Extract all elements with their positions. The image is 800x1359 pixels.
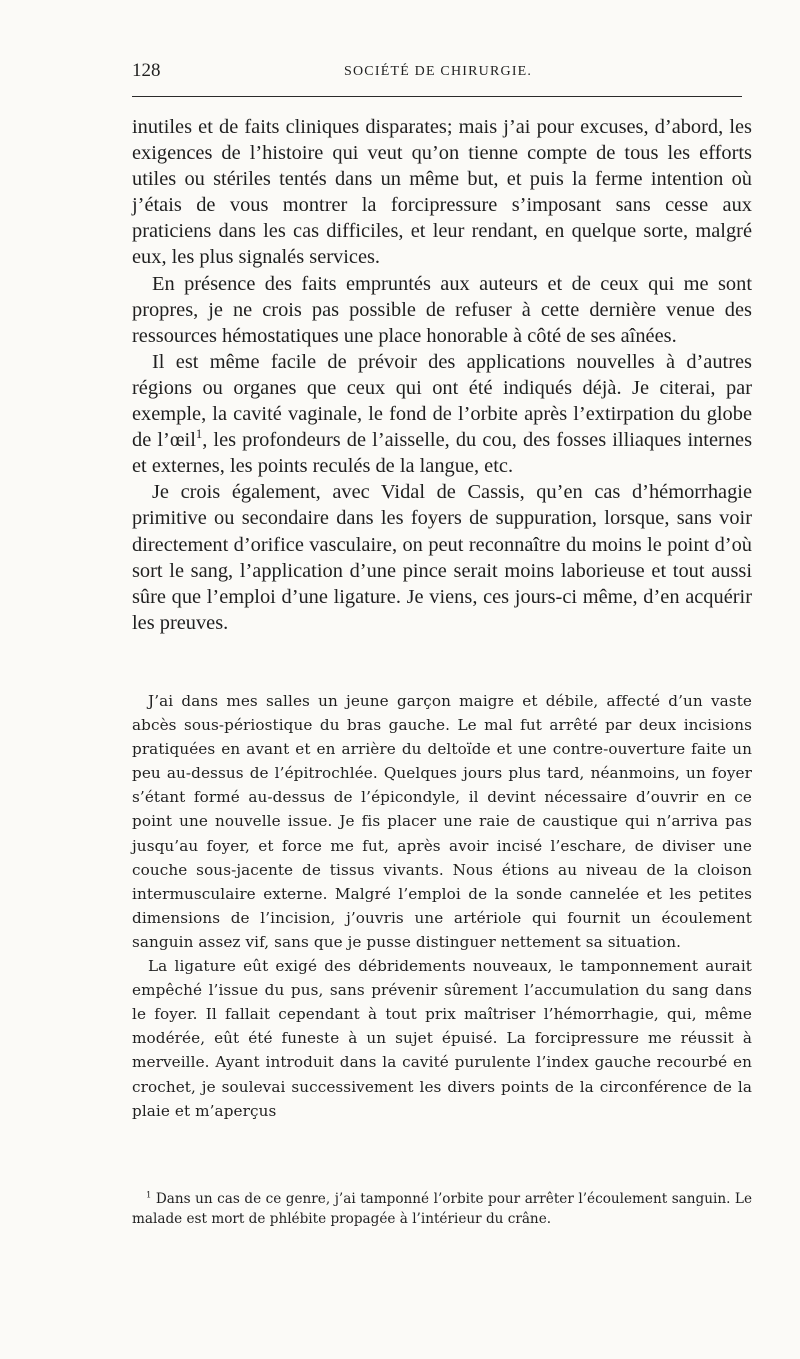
paragraph-text: , les profondeurs de l’aisselle, du cou, des fosses illiaques internes et externes, les points reculés de la langue, etc.	[132, 429, 752, 478]
footnote-text: Dans un cas de ce genre, j’ai tamponné l’orbite pour arrêter l’écoulement sanguin. Le malade est mort de phlébite propagée à l’intérieur du crâne.	[132, 1191, 752, 1227]
page-number: 128	[132, 60, 161, 81]
footnote	[132, 1189, 752, 1229]
header-rule	[132, 96, 742, 97]
case-paragraph: La ligature eût exigé des débridements nouveaux, le tamponnement aurait empêché l’issue du pus, sans prévenir sûrement l’accumulation du sang dans le foyer. Il fallait cependant à tout prix maîtriser l’hémorrhagie, qui, même modérée, eût été funeste à un sujet épuisé. La forcipressure me réussit à merveille. Ayant introduit dans la cavité purulente l’index gauche recourbé en crochet, je soulevai successivement les divers points de la circonférence de la plaie et m’aperçus	[132, 957, 752, 1120]
footnote-paragraph	[132, 1189, 752, 1229]
page-header	[132, 58, 742, 86]
paragraph: En présence des faits empruntés aux auteurs et de ceux qui me sont propres, je ne crois pas possible de refuser à cette dernière venue des ressources hémostatiques une place honorable à côté de ses aînées.	[132, 272, 752, 347]
paragraph	[132, 349, 752, 479]
case-paragraph: J’ai dans mes salles un jeune garçon maigre et débile, affecté d’un vaste abcès sous-périostique du bras gauche. Le mal fut arrêté par deux incisions pratiquées en avant et en arrière du deltoïde et une contre-ouverture faite un peu au-dessus de l’épitrochlée. Quelques jours plus tard, néanmoins, un foyer s’étant formé au-dessus de l’épicondyle, il devint nécessaire d’ouvrir en ce point une nouvelle issue. Je fis placer une raie de caustique qui n’arriva pas jusqu’au foyer, et force me fut, après avoir incisé l’eschare, de diviser une couche sous-jacente de tissus vivants. Nous étions au niveau de la cloison intermusculaire externe. Malgré l’emploi de la sonde cannelée et les petites dimensions de l’incision, j’ouvris une artériole qui fournit un écoulement sanguin assez vif, sans que je pusse distinguer nettement sa situation.	[132, 692, 752, 951]
paragraph-text: Il est même facile de prévoir des applications nouvelles à d’autres régions ou organes que ceux qui ont été indiqués déjà. Je citerai, par exemple, la cavité vaginale, le fond de l’orbite après l’extirpation du globe de l’œil	[132, 350, 752, 452]
footnote-reference[interactable]: 1	[195, 427, 203, 442]
footnote-marker: 1	[146, 1189, 152, 1200]
case-report	[132, 689, 752, 1123]
main-text	[132, 114, 752, 636]
paragraph: Je crois également, avec Vidal de Cassis, qu’en cas d’hémorrhagie primitive ou secondaire dans les foyers de suppuration, lorsque, sans voir directement d’orifice vasculaire, on peut reconnaître du moins le point d’où sort le sang, l’application d’une pince serait moins laborieuse et tout aussi sûre que l’emploi d’une ligature. Je viens, ces jours-ci même, d’en acquérir les preuves.	[132, 481, 752, 634]
paragraph: inutiles et de faits cliniques disparates; mais j’ai pour excuses, d’abord, les exigences de l’histoire qui veut qu’on tienne compte de tous les efforts utiles ou stériles tentés dans un même but, et puis la ferme intention où j’étais de vous montrer la forcipressure s’imposant sans cesse aux praticiens dans les cas difficiles, et leur rendant, en quelque sorte, malgré eux, les plus signalés services.	[132, 116, 752, 269]
running-title: SOCIÉTÉ DE CHIRURGIE.	[344, 64, 533, 79]
